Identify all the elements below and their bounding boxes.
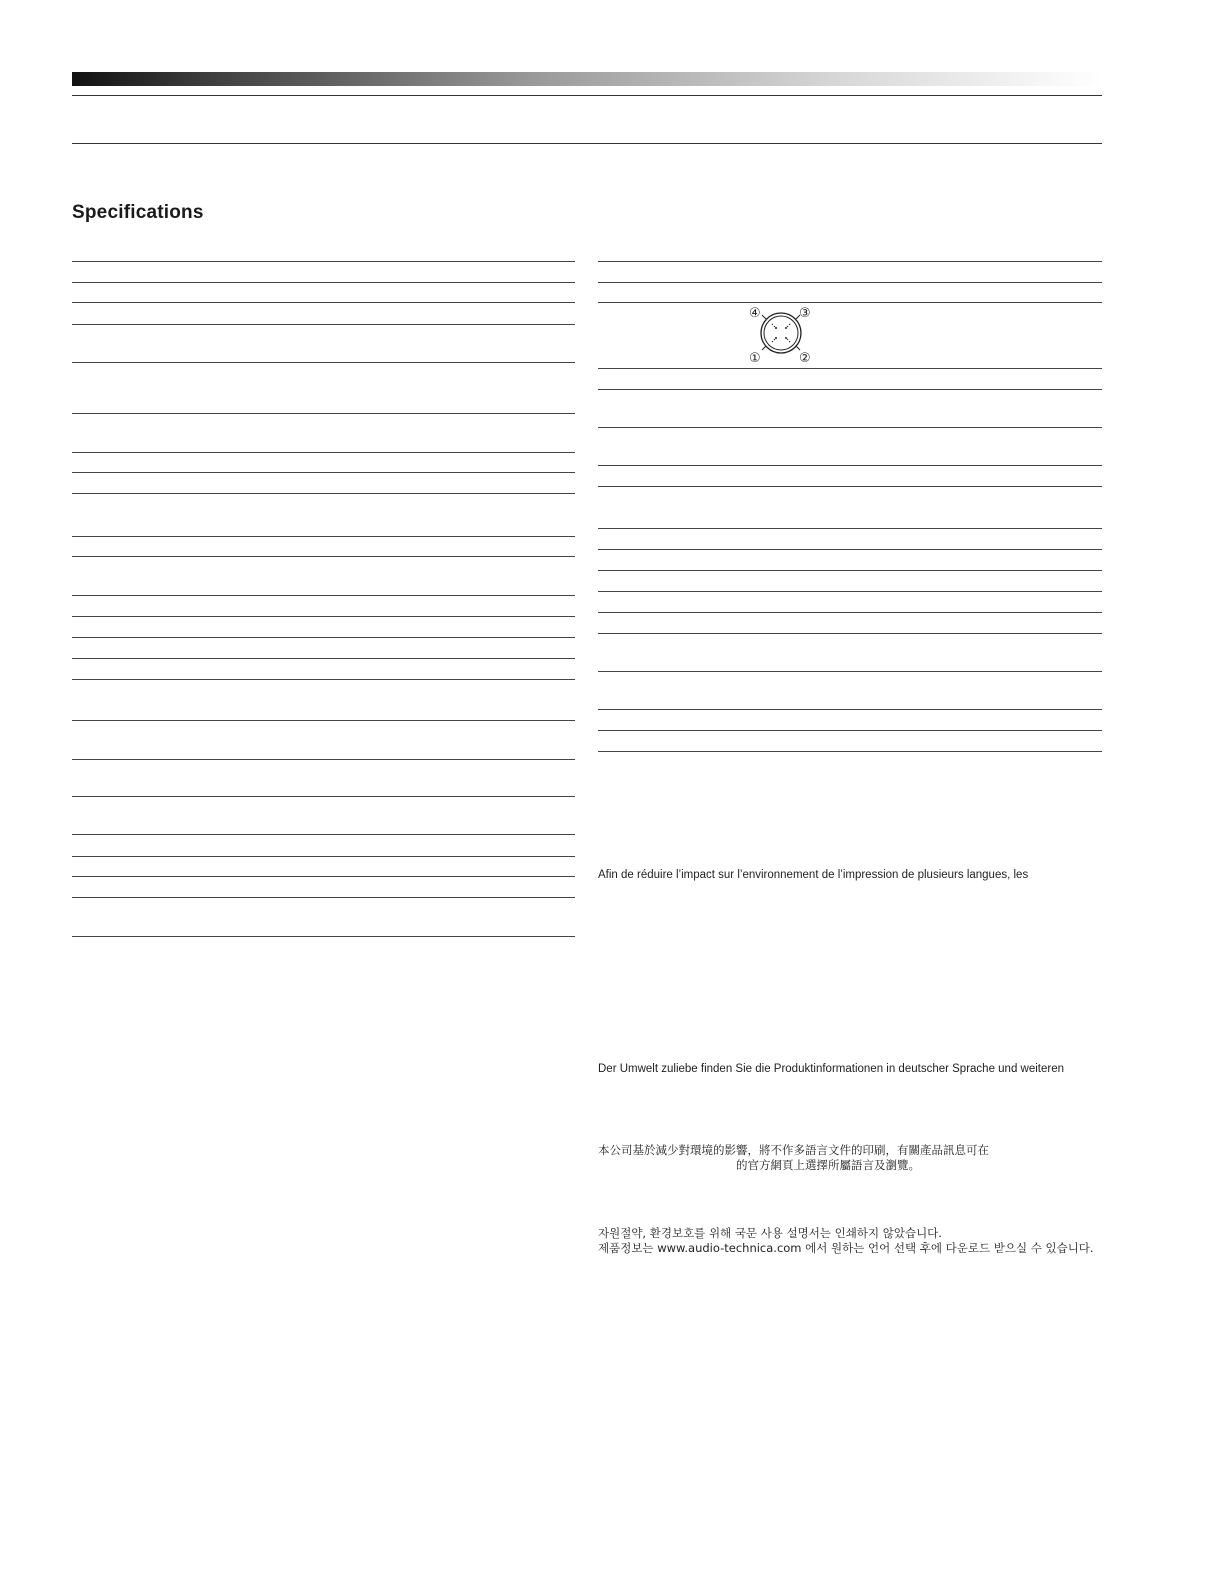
table-row-rule	[72, 472, 575, 473]
notice-french: Afin de réduire l’impact sur l’environnement de l’impression de plusieurs langues, les	[598, 869, 1029, 881]
table-row-rule	[72, 536, 575, 537]
table-row-rule	[72, 616, 575, 617]
table-row-rule	[72, 413, 575, 414]
table-row-rule	[72, 324, 575, 325]
pin-label-2: ②	[799, 351, 811, 366]
table-row-rule	[598, 528, 1102, 529]
connector-label-leader	[796, 346, 800, 350]
table-row-rule	[598, 465, 1102, 466]
table-row-rule	[72, 834, 575, 835]
pin-label-4: ④	[749, 306, 761, 321]
connector-pin-lead	[771, 339, 775, 343]
table-row-rule	[72, 720, 575, 721]
table-row-rule	[598, 282, 1102, 283]
header-rule-top	[72, 95, 1102, 96]
page-title: Specifications	[72, 202, 204, 223]
connector-label-leader	[762, 346, 766, 350]
notice-german: Der Umwelt zuliebe finden Sie die Produktinformationen in deutscher Sprache und weiteren	[598, 1063, 1065, 1075]
table-row-rule	[72, 556, 575, 557]
table-row-rule	[72, 302, 575, 303]
table-row-rule	[598, 671, 1102, 672]
connector-pinout-diagram	[745, 304, 817, 366]
table-row-rule	[72, 362, 575, 363]
connector-inner-ring	[764, 316, 798, 350]
table-row-rule	[72, 452, 575, 453]
notice-korean-line1: 자원절약, 환경보호를 위해 국문 사용 설명서는 인쇄하지 않았습니다.	[598, 1226, 942, 1240]
connector-pin	[775, 327, 777, 329]
connector-outer-ring	[761, 313, 801, 353]
notice-korean-line2: 제품정보는 www.audio-technica.com 에서 원하는 언어 선택 후에 다운로드 받으실 수 있습니다.	[598, 1241, 1094, 1255]
table-row-rule	[598, 570, 1102, 571]
connector-pin-lead	[787, 339, 791, 343]
notice-chinese-line1: 本公司基於減少對環境的影響，將不作多語言文件的印刷，有關產品訊息可在	[598, 1143, 989, 1157]
table-row-rule	[72, 679, 575, 680]
header-gradient-bar	[72, 72, 1102, 86]
table-row-rule	[598, 302, 1102, 303]
pin-label-3: ③	[799, 306, 811, 321]
table-row-rule	[72, 876, 575, 877]
table-row-rule	[598, 751, 1102, 752]
table-row-rule	[72, 796, 575, 797]
connector-pin	[785, 327, 787, 329]
table-row-rule	[72, 595, 575, 596]
table-row-rule	[72, 261, 575, 262]
pin-label-1: ①	[749, 351, 761, 366]
table-row-rule	[598, 368, 1102, 369]
table-row-rule	[598, 612, 1102, 613]
table-row-rule	[72, 856, 575, 857]
table-row-rule	[72, 282, 575, 283]
table-row-rule	[598, 389, 1102, 390]
connector-pin	[775, 337, 777, 339]
table-row-rule	[72, 936, 575, 937]
connector-label-leader	[762, 315, 766, 319]
table-row-rule	[72, 493, 575, 494]
table-row-rule	[598, 730, 1102, 731]
connector-pin-lead	[787, 323, 791, 327]
table-row-rule	[598, 427, 1102, 428]
table-row-rule	[598, 261, 1102, 262]
table-row-rule	[598, 709, 1102, 710]
table-row-rule	[598, 633, 1102, 634]
connector-pin-lead	[771, 323, 775, 327]
table-row-rule	[72, 759, 575, 760]
table-row-rule	[598, 591, 1102, 592]
table-row-rule	[72, 658, 575, 659]
notice-chinese-line2: 的官方網頁上選擇所屬語言及瀏覽。	[736, 1158, 920, 1172]
table-row-rule	[598, 549, 1102, 550]
table-row-rule	[72, 897, 575, 898]
connector-pin	[785, 337, 787, 339]
table-row-rule	[72, 637, 575, 638]
table-row-rule	[598, 486, 1102, 487]
header-rule-bottom	[72, 143, 1102, 144]
